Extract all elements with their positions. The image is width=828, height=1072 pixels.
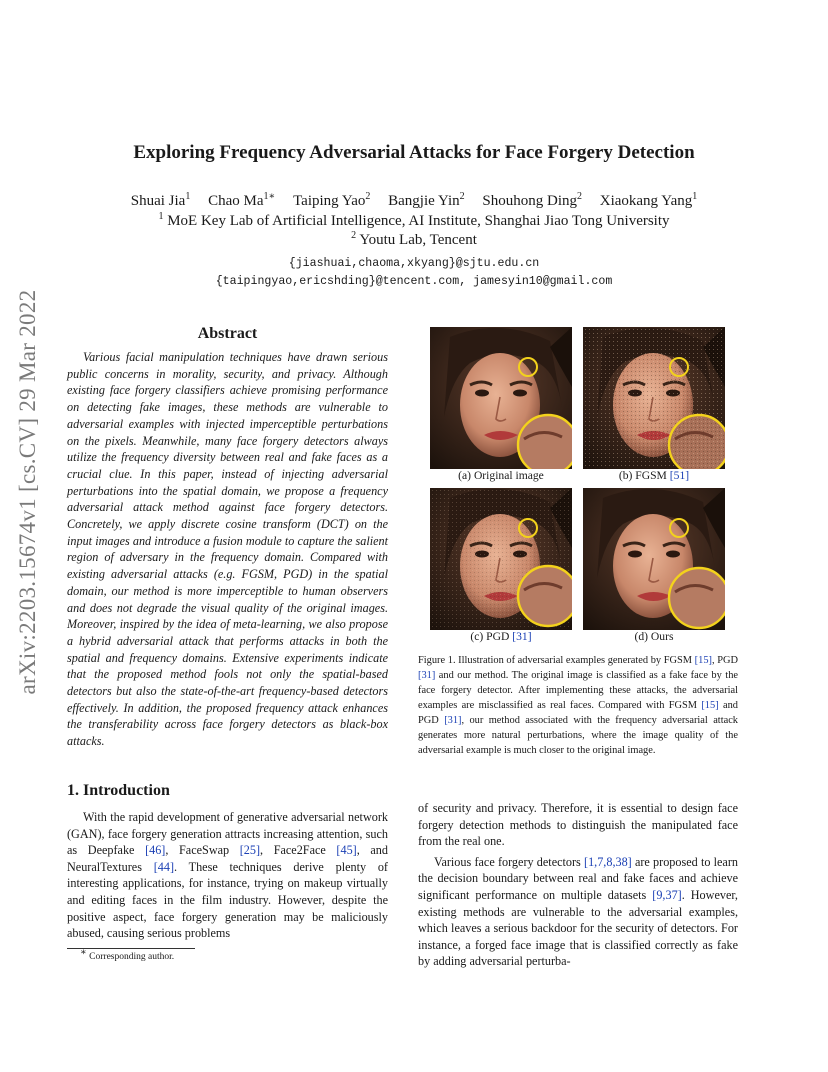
citation-link[interactable]: [45] [336,843,357,858]
citation-link[interactable]: [51] [669,469,690,482]
affiliation: $^2$ Youtu Lab, Tencent [351,230,477,248]
citation-link[interactable]: [31] [444,715,462,726]
author: Shouhong Ding$^2$ [482,191,582,209]
citation-link[interactable]: [9,37] [652,887,682,902]
paper-title: Exploring Frequency Adversarial Attacks for Face Forgery Detection [133,142,695,163]
figure-panel-ours [583,488,725,630]
affiliation: $^1$ MoE Key Lab of Artificial Intelligence, AI Institute, Shanghai Jiao Tong University [158,211,670,229]
author: Xiaokang Yang$^1$ [599,191,698,209]
footnote: ∗ Corresponding author. [80,946,175,962]
abstract-heading: Abstract [197,325,258,342]
intro-paragraph: With the rapid development of generative adversarial network (GAN), face forgery generation attracts increasing attention, such as Deepfake [46], FaceSwap [25], Face2Face [45], and NeuralTextures [44]. These techniques derive plenty of interesting applications, for instance, trying on makeup virtually and editing faces in the film industry. However, despite the positive aspect, face forgery generation may be maliciously abused, causing serious problems [67,810,388,941]
author: Bangjie Yin$^2$ [388,191,465,209]
figure-panel-pgd [430,488,572,630]
citation-link[interactable]: [44] [153,859,175,874]
abstract-text: Various facial manipulation techniques have drawn serious public concerns in morality, security, and privacy. Although existing face forgery classifiers achieve promising performance on detecting fake images, these methods are vulnerable to adversarial examples with injected imperceptible perturbations on the pixels. Meanwhile, many face forgery detectors always utilize the frequency diversity between real and fake faces as a crucial clue. In this paper, instead of injecting adversarial perturbations into the spatial domain, we propose a frequency adversarial attack method against face forgery detectors. Concretely, we apply discrete cosine transform (DCT) on the input images and introduce a fusion module to capture the salient region of adversary in the frequency domain. Compared with existing adversarial attacks (e.g. FGSM, PGD) in the spatial domain, our method is more imperceptible to human observers and does not degrade the visual quality of the original images. Moreover, inspired by the idea of meta-learning, we also propose a hybrid adversarial attack that performs attacks in both the spatial and frequency domains. Extensive experiments indicate that the proposed method fools not only the spatial-based detectors but also the state-of-the-art frequency-based detectors effectively. In addition, the proposed frequency attack enhances the transferability across face forgery detectors as black-box attacks. [67,350,388,749]
citation-link[interactable]: [46] [145,843,166,858]
email-line: {jiashuai,chaoma,xkyang}@sjtu.edu.cn [288,257,540,270]
figure-caption: Figure 1. Illustration of adversarial examples generated by FGSM [15], PGD [31] and our method. The original image is classified as a fake face by the face forgery detector. After implementing these attacks, the adversarial examples are misclassified as real faces. Compared with FGSM [15] and PGD [31], our method associated with the frequency adversarial attack generates more natural perturbations, where the image quality of the adversarial example is much closer to the original image. [418,655,738,756]
citation-link[interactable]: [31] [512,630,532,643]
author: Shuai Jia$^1$ [130,191,191,209]
citation-link[interactable]: [15] [701,700,719,711]
section-heading-introduction: 1. Introduction [67,782,170,799]
author-list [0,193,828,210]
citation-link[interactable]: [15] [694,655,712,666]
panel-label: (c) PGD [31] [470,630,532,643]
intro-paragraph: of security and privacy. Therefore, it is essential to design face forgery detection methods to distinguish the manipulated face from the real one. [418,801,738,849]
author: Chao $Ma^{1∗}$ [208,191,276,209]
panel-label: (a) Original image [458,469,544,482]
panel-label: (d) Ours [634,630,674,643]
arxiv-id: arXiv:2203.15674v1 [cs.CV] 29 Mar 2022 [15,289,40,695]
intro-right-column [418,800,738,970]
intro-paragraph: Various face forgery detectors [1,7,8,38] are proposed to learn the decision boundary between real and fake faces and achieve significant performance on multiple datasets [9,37]. However, existing methods are vulnerable to the adversarial examples, which leaves a serious backdoor for the security of detectors. For instance, a forged face image that is classified correctly as fake by adding adversarial perturba- [418,854,738,969]
arxiv-sidebar [6,272,50,712]
figure-panel-fgsm [583,327,725,469]
author: Taiping Yao$^2$ [293,191,371,209]
citation-link[interactable]: [25] [239,843,261,858]
citation-link[interactable]: [31] [418,670,436,681]
figure-panel-original [430,327,572,469]
citation-link[interactable]: [1,7,8,38] [584,854,632,869]
panel-label: (b) FGSM [51] [618,469,690,482]
email-line: {taipingyao,ericshding}@tencent.com, jamesyin10@gmail.com [215,275,613,288]
